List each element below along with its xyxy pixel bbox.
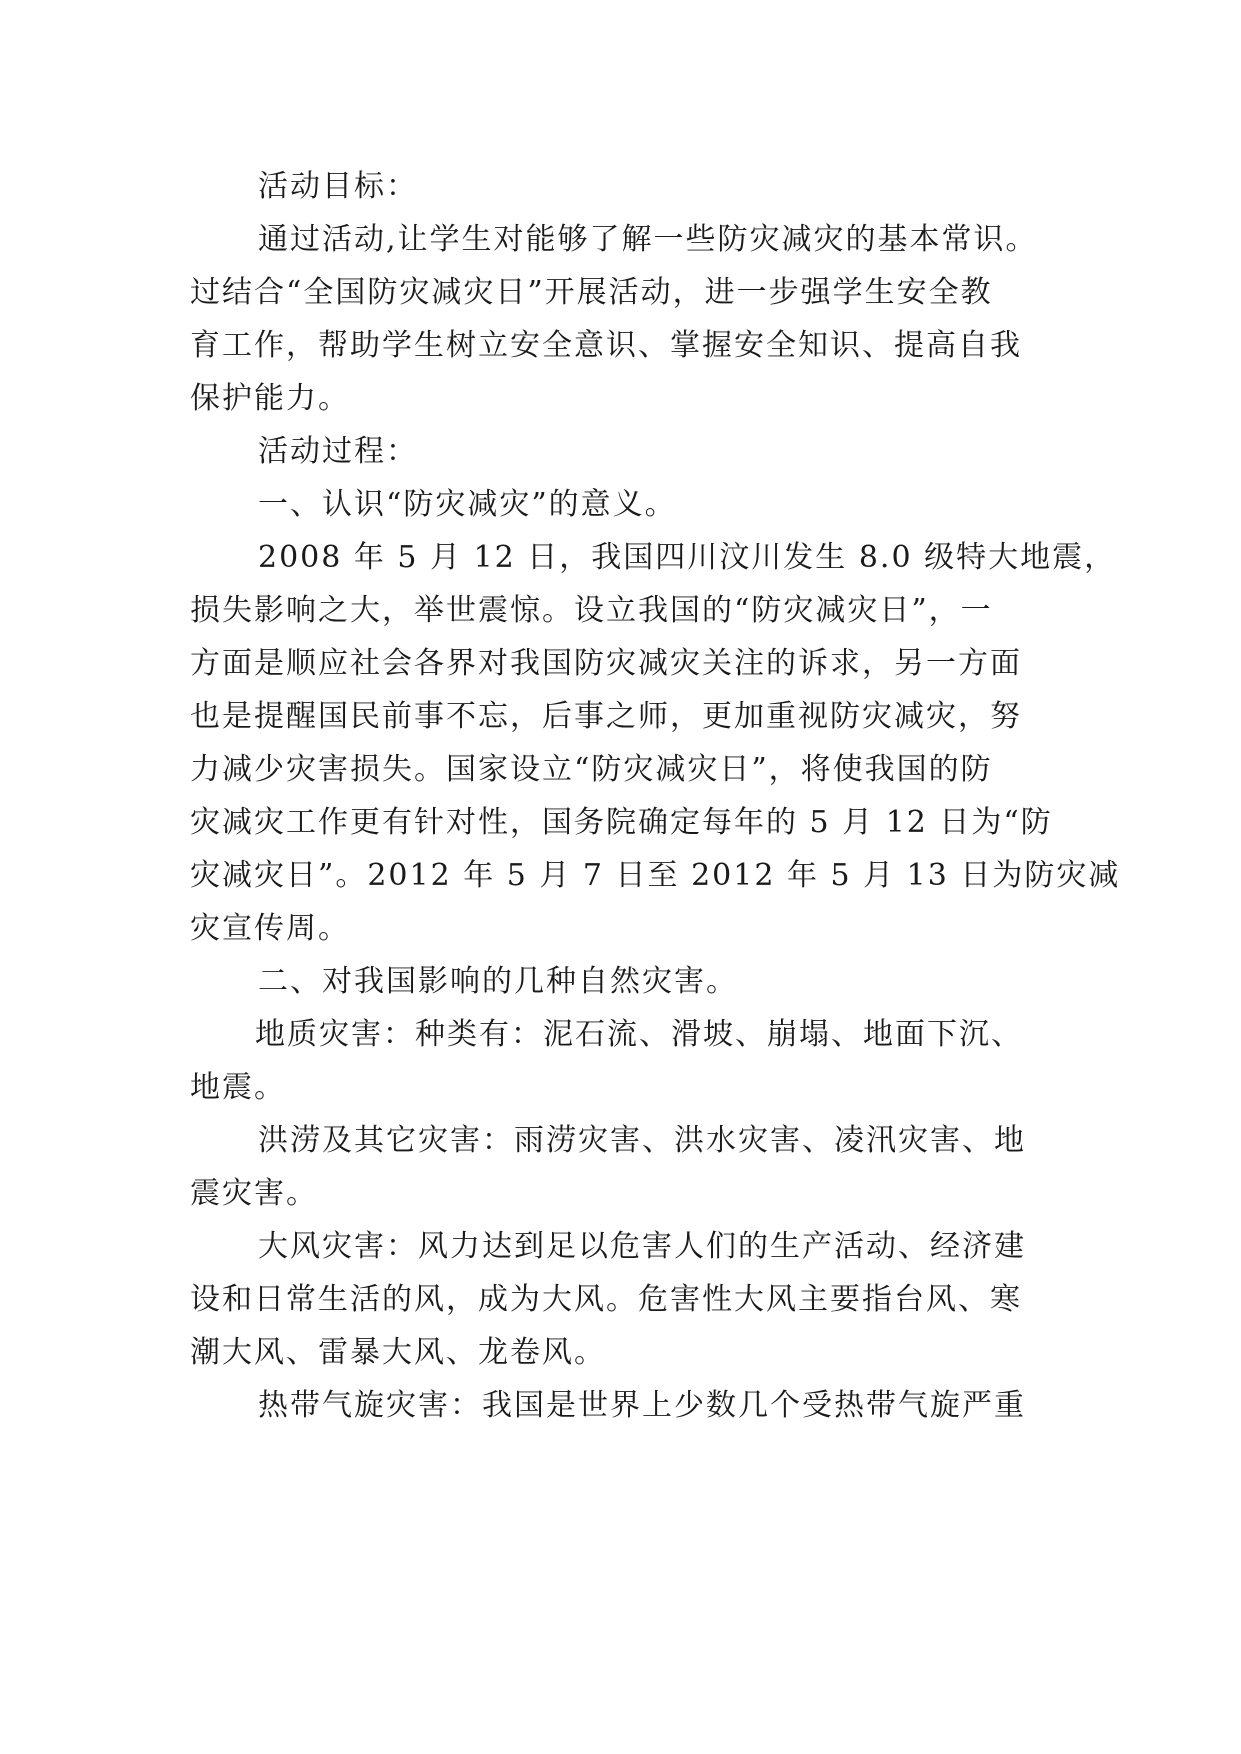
text-line: 灾减灾工作更有针对性，国务院确定每年的 5 月 12 日为“防 [190, 805, 1053, 840]
text-line: 也是提醒国民前事不忘，后事之师，更加重视防灾减灾，努 [190, 699, 1022, 734]
heading-activity-goal: 活动目标： [258, 169, 418, 204]
text-line: 灾宣传周。 [190, 911, 350, 946]
text-line: 保护能力。 [190, 381, 350, 416]
text-line: 灾减灾日”。2012 年 5 月 7 日至 2012 年 5 月 13 日为防灾减 [190, 858, 1121, 893]
text-line: 损失影响之大，举世震惊。设立我国的“防灾减灾日”，一 [190, 593, 993, 628]
text-line: 热带气旋灾害：我国是世界上少数几个受热带气旋严重 [258, 1388, 1026, 1423]
text-line: 地质灾害：种类有：泥石流、滑坡、崩塌、地面下沉、 [255, 1017, 1023, 1052]
text-line: 过结合“全国防灾减灾日”开展活动，进一步强学生安全教 [190, 275, 993, 310]
text-line: 育工作，帮助学生树立安全意识、掌握安全知识、提高自我 [190, 328, 1022, 363]
text-line: 地震。 [190, 1070, 286, 1105]
text-line: 2008 年 5 月 12 日，我国四川汶川发生 8.0 级特大地震， [258, 540, 1117, 575]
text-line: 方面是顺应社会各界对我国防灾减灾关注的诉求，另一方面 [190, 646, 1022, 681]
text-line: 潮大风、雷暴大风、龙卷风。 [190, 1335, 606, 1370]
text-line: 洪涝及其它灾害：雨涝灾害、洪水灾害、凌汛灾害、地 [258, 1123, 1026, 1158]
text-line: 通过活动,让学生对能够了解一些防灾减灾的基本常识。 [258, 222, 1038, 257]
section-heading-1: 一、认识“防灾减灾”的意义。 [258, 487, 677, 522]
text-line: 震灾害。 [190, 1176, 318, 1211]
text-line: 大风灾害：风力达到足以危害人们的生产活动、经济建 [258, 1229, 1026, 1264]
heading-activity-process: 活动过程： [258, 434, 418, 469]
text-line: 设和日常生活的风，成为大风。危害性大风主要指台风、寒 [190, 1282, 1022, 1317]
section-heading-2: 二、对我国影响的几种自然灾害。 [258, 964, 738, 999]
text-line: 力减少灾害损失。国家设立“防灾减灾日”，将使我国的防 [190, 752, 993, 787]
